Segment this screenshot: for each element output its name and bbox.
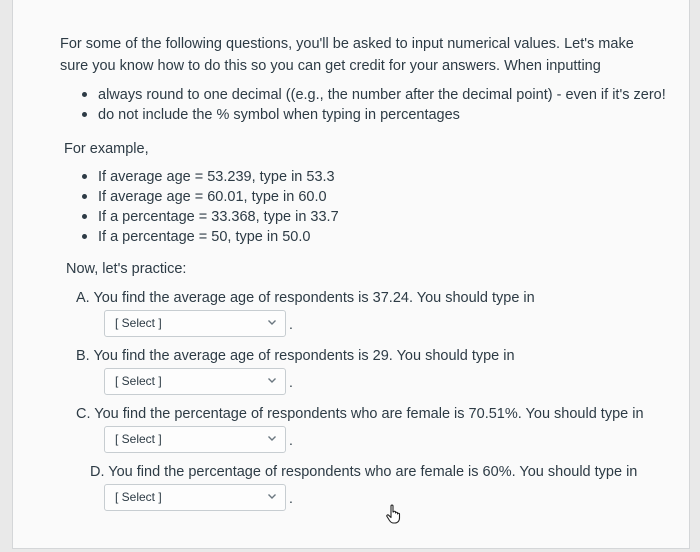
chevron-down-icon xyxy=(267,317,277,327)
example-item: If a percentage = 50, type in 50.0 xyxy=(80,227,339,247)
trailing-period: . xyxy=(289,316,293,332)
example-item: If a percentage = 33.368, type in 33.7 xyxy=(80,207,339,227)
select-value: [ Select ] xyxy=(115,432,162,446)
trailing-period: . xyxy=(289,374,293,390)
rules-list xyxy=(80,85,666,125)
question-d-text: D. You find the percentage of respondents who are female is 60%. You should type in xyxy=(90,464,638,480)
example-item: If average age = 60.01, type in 60.0 xyxy=(80,187,339,207)
question-c-text: C. You find the percentage of respondents who are female is 70.51%. You should type in xyxy=(76,406,644,422)
select-value: [ Select ] xyxy=(115,374,162,388)
chevron-down-icon xyxy=(267,433,277,443)
example-item: If average age = 53.239, type in 53.3 xyxy=(80,167,339,187)
trailing-period: . xyxy=(289,490,293,506)
select-value: [ Select ] xyxy=(115,490,162,504)
chevron-down-icon xyxy=(267,375,277,385)
question-a-text: A. You find the average age of respondents is 37.24. You should type in xyxy=(76,290,535,306)
intro-text: For some of the following questions, you'll be asked to input numerical values. Let's make sure you know how to do this so you can get credit for your answers. When inputting xyxy=(60,36,634,74)
rule-item: always round to one decimal ((e.g., the number after the decimal point) - even if it's zero! xyxy=(80,85,666,105)
practice-label: Now, let's practice: xyxy=(66,261,187,277)
chevron-down-icon xyxy=(267,491,277,501)
trailing-period: . xyxy=(289,432,293,448)
rule-item: do not include the % symbol when typing in percentages xyxy=(80,105,666,125)
question-b-select[interactable] xyxy=(104,368,286,395)
for-example-label: For example, xyxy=(64,141,149,157)
question-d-select[interactable] xyxy=(104,484,286,511)
question-b-text: B. You find the average age of respondents is 29. You should type in xyxy=(76,348,515,364)
question-c-select[interactable] xyxy=(104,426,286,453)
question-a-select[interactable] xyxy=(104,310,286,337)
examples-list xyxy=(80,167,339,247)
select-value: [ Select ] xyxy=(115,316,162,330)
hand-pointer-icon xyxy=(383,503,405,525)
